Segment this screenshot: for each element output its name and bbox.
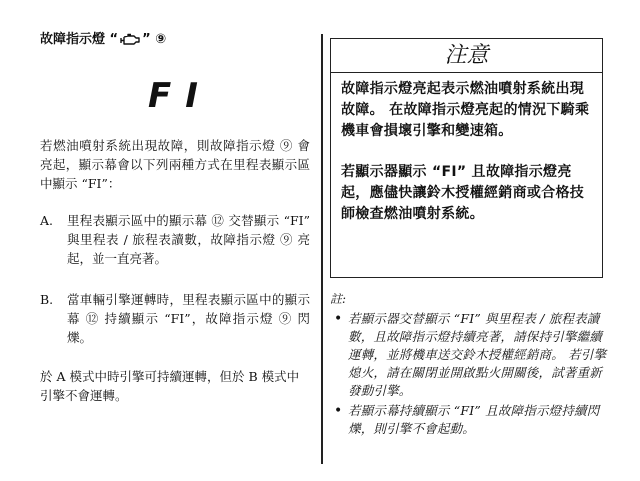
note-section [330,290,610,438]
list-item [40,290,310,347]
bullet-icon: • [334,403,343,419]
list-item-label: A. [40,213,54,228]
caution-title: 注意 [331,39,602,73]
section-heading [40,30,310,50]
caution-paragraph: 故障指示燈亮起表示燃油噴射系統出現故障。 在故障指示燈亮起的情況下騎乘機車會損壞引擎和變速箱。 [341,81,590,139]
caution-paragraph: 若顯示器顯示 “FI” 且故障指示燈亮起，應儘快讓鈴木授權經銷商或合格技師檢查燃油噴射系統。 [341,164,585,222]
column-divider [321,34,323,464]
caution-box [330,38,603,278]
left-column [40,30,310,405]
note-item-text: 若顯示幕持續顯示 “FI” 且故障指示燈持續閃爍，則引擎不會起動。 [348,403,600,436]
heading-text-after: ” ⑨ [142,32,167,47]
list-item [40,211,310,268]
closing-paragraph: 於 A 模式中時引擎可持續運轉，但於 B 模式中引擎不會運轉。 [40,369,300,403]
fi-display-graphic: FI [148,76,212,116]
heading-text-before: 故障指示燈 “ [40,32,119,47]
note-item [330,402,610,438]
bullet-icon: • [334,311,343,327]
caution-body [331,73,602,225]
engine-check-icon [119,33,141,47]
note-item-text: 若顯示器交替顯示 “FI” 與里程表 / 旅程表讀數，且故障指示燈持續亮著，請保持引擎繼續運轉，並將機車送交鈴木授權經銷商。 若引擎熄火，請在關閉並開啟點火開關後，試著重新發動引擎。 [348,311,607,398]
list-item-text: 當車輛引擎運轉時，里程表顯示區中的顯示幕 ⑫ 持續顯示 “FI”，故障指示燈 ⑨ 閃爍。 [67,292,310,345]
list-item-text: 里程表顯示區中的顯示幕 ⑫ 交替顯示 “FI” 與里程表 / 旅程表讀數，故障指示燈 ⑨ 亮起，並一直亮著。 [67,213,310,266]
intro-paragraph: 若燃油噴射系統出現故障，則故障指示燈 ⑨ 會亮起，顯示幕會以下列兩種方式在里程表顯示區中顯示 “FI”： [40,138,310,191]
note-label: 註: [330,292,347,306]
mode-list [40,211,310,347]
list-item-label: B. [40,292,54,307]
note-item [330,310,610,400]
